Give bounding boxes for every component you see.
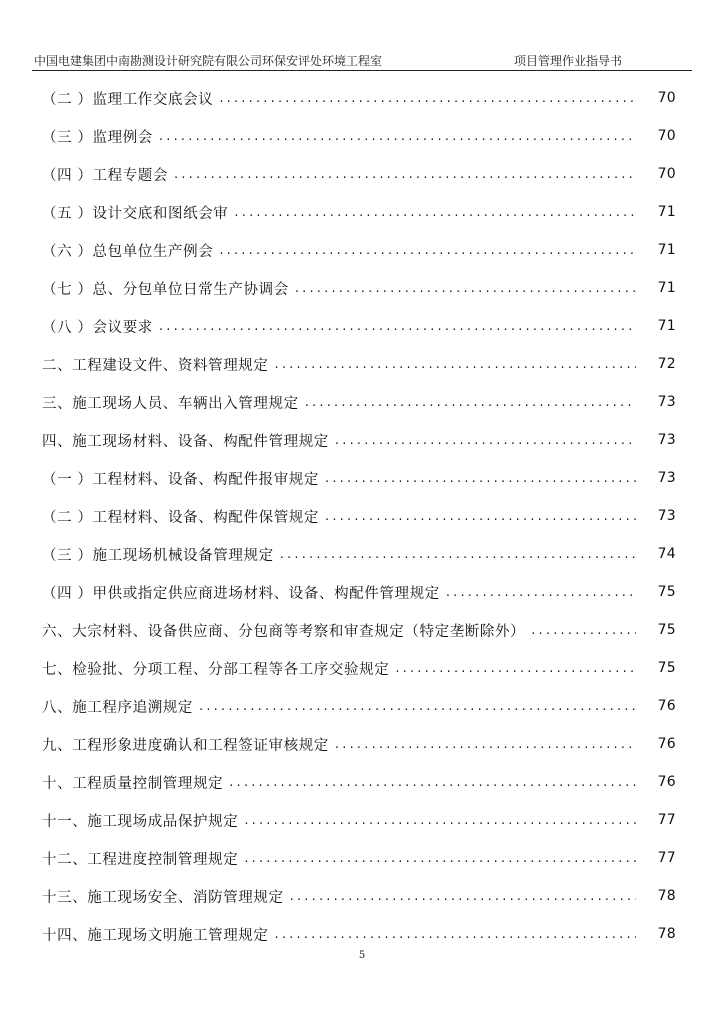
toc-entry-page: 75 bbox=[657, 622, 676, 638]
toc-entry-page: 70 bbox=[657, 128, 676, 144]
dot-leader bbox=[244, 851, 636, 866]
toc-entry-title: 七、检验批、分项工程、分部工程等各工序交验规定 bbox=[42, 661, 390, 678]
dot-leader bbox=[174, 167, 636, 182]
toc-entry-title: 十一、施工现场成品保护规定 bbox=[42, 813, 239, 830]
toc-entry-title: （二 ）监理工作交底会议 bbox=[42, 91, 214, 108]
dot-leader bbox=[234, 205, 636, 220]
toc-entry bbox=[42, 79, 676, 117]
dot-leader bbox=[295, 281, 636, 296]
dot-leader bbox=[395, 661, 636, 676]
toc-entry bbox=[42, 231, 676, 269]
toc-entry-title: 九、工程形象进度确认和工程签证审核规定 bbox=[42, 737, 329, 754]
dot-leader bbox=[305, 395, 636, 410]
page-number: 5 bbox=[358, 950, 366, 961]
toc-entry-page: 76 bbox=[657, 774, 676, 790]
dot-leader bbox=[159, 319, 636, 334]
header-organization: 中国电建集团中南勘测设计研究院有限公司环保安评处环境工程室 bbox=[34, 54, 383, 68]
toc-entry-page: 71 bbox=[657, 318, 676, 334]
toc-entry-page: 71 bbox=[657, 242, 676, 258]
dot-leader bbox=[325, 471, 636, 486]
table-of-contents bbox=[42, 79, 676, 953]
header-document-title: 项目管理作业指导书 bbox=[514, 54, 623, 68]
toc-entry-title: 四、施工现场材料、设备、构配件管理规定 bbox=[42, 433, 329, 450]
toc-entry-page: 70 bbox=[657, 166, 676, 182]
toc-entry bbox=[42, 839, 676, 877]
dot-leader bbox=[244, 813, 636, 828]
toc-entry-page: 74 bbox=[657, 546, 676, 562]
toc-entry-title: （七 ）总、分包单位日常生产协调会 bbox=[42, 281, 289, 298]
toc-entry-title: （六 ）总包单位生产例会 bbox=[42, 243, 214, 260]
dot-leader bbox=[275, 357, 637, 372]
toc-entry bbox=[42, 573, 676, 611]
toc-entry bbox=[42, 383, 676, 421]
dot-leader bbox=[275, 927, 637, 942]
toc-entry bbox=[42, 535, 676, 573]
toc-entry-title: 三、施工现场人员、车辆出入管理规定 bbox=[42, 395, 299, 412]
toc-entry-page: 76 bbox=[657, 698, 676, 714]
dot-leader bbox=[531, 623, 636, 638]
toc-entry-page: 72 bbox=[657, 356, 676, 372]
dot-leader bbox=[199, 699, 636, 714]
toc-entry-page: 70 bbox=[657, 90, 676, 106]
toc-entry-title: （四 ）工程专题会 bbox=[42, 167, 169, 184]
header-divider bbox=[32, 70, 692, 71]
toc-entry bbox=[42, 801, 676, 839]
toc-entry bbox=[42, 307, 676, 345]
dot-leader bbox=[280, 547, 636, 562]
toc-entry-title: 八、施工程序追溯规定 bbox=[42, 699, 193, 716]
toc-entry bbox=[42, 687, 676, 725]
toc-entry bbox=[42, 877, 676, 915]
toc-entry-page: 73 bbox=[657, 470, 676, 486]
toc-entry-title: 六、大宗材料、设备供应商、分包商等考察和审查规定（特定垄断除外） bbox=[42, 623, 526, 640]
dot-leader bbox=[335, 433, 636, 448]
toc-entry-page: 71 bbox=[657, 204, 676, 220]
toc-entry bbox=[42, 345, 676, 383]
toc-entry-title: （五 ）设计交底和图纸会审 bbox=[42, 205, 229, 222]
toc-entry bbox=[42, 459, 676, 497]
toc-entry bbox=[42, 193, 676, 231]
toc-entry bbox=[42, 725, 676, 763]
toc-entry-title: （四 ）甲供或指定供应商进场材料、设备、构配件管理规定 bbox=[42, 585, 440, 602]
dot-leader bbox=[446, 585, 636, 600]
toc-entry bbox=[42, 611, 676, 649]
toc-entry-title: 二、工程建设文件、资料管理规定 bbox=[42, 357, 269, 374]
toc-entry-page: 75 bbox=[657, 660, 676, 676]
toc-entry-title: （八 ）会议要求 bbox=[42, 319, 153, 336]
toc-entry bbox=[42, 421, 676, 459]
toc-entry-title: （二 ）工程材料、设备、构配件保管规定 bbox=[42, 509, 320, 526]
toc-entry-title: （三 ）监理例会 bbox=[42, 129, 153, 146]
dot-leader bbox=[229, 775, 636, 790]
dot-leader bbox=[325, 509, 636, 524]
toc-entry-page: 76 bbox=[657, 736, 676, 752]
toc-entry-page: 78 bbox=[657, 926, 676, 942]
toc-entry bbox=[42, 269, 676, 307]
toc-entry-title: （三 ）施工现场机械设备管理规定 bbox=[42, 547, 274, 564]
toc-entry bbox=[42, 155, 676, 193]
running-header bbox=[32, 50, 692, 70]
toc-entry bbox=[42, 915, 676, 953]
dot-leader bbox=[219, 243, 636, 258]
toc-entry-title: 十三、施工现场安全、消防管理规定 bbox=[42, 889, 284, 906]
dot-leader bbox=[159, 129, 636, 144]
toc-entry-title: 十二、工程进度控制管理规定 bbox=[42, 851, 239, 868]
toc-entry-page: 75 bbox=[657, 584, 676, 600]
toc-entry-page: 73 bbox=[657, 432, 676, 448]
toc-entry-title: 十、工程质量控制管理规定 bbox=[42, 775, 224, 792]
dot-leader bbox=[219, 91, 636, 106]
toc-entry bbox=[42, 763, 676, 801]
toc-entry bbox=[42, 649, 676, 687]
toc-entry-title: 十四、施工现场文明施工管理规定 bbox=[42, 927, 269, 944]
dot-leader bbox=[335, 737, 636, 752]
toc-entry-page: 77 bbox=[657, 812, 676, 828]
toc-entry-page: 78 bbox=[657, 888, 676, 904]
dot-leader bbox=[290, 889, 636, 904]
toc-entry-page: 71 bbox=[657, 280, 676, 296]
toc-entry-page: 73 bbox=[657, 394, 676, 410]
toc-entry bbox=[42, 497, 676, 535]
toc-entry-title: （一 ）工程材料、设备、构配件报审规定 bbox=[42, 471, 320, 488]
toc-entry bbox=[42, 117, 676, 155]
toc-entry-page: 77 bbox=[657, 850, 676, 866]
toc-entry-page: 73 bbox=[657, 508, 676, 524]
